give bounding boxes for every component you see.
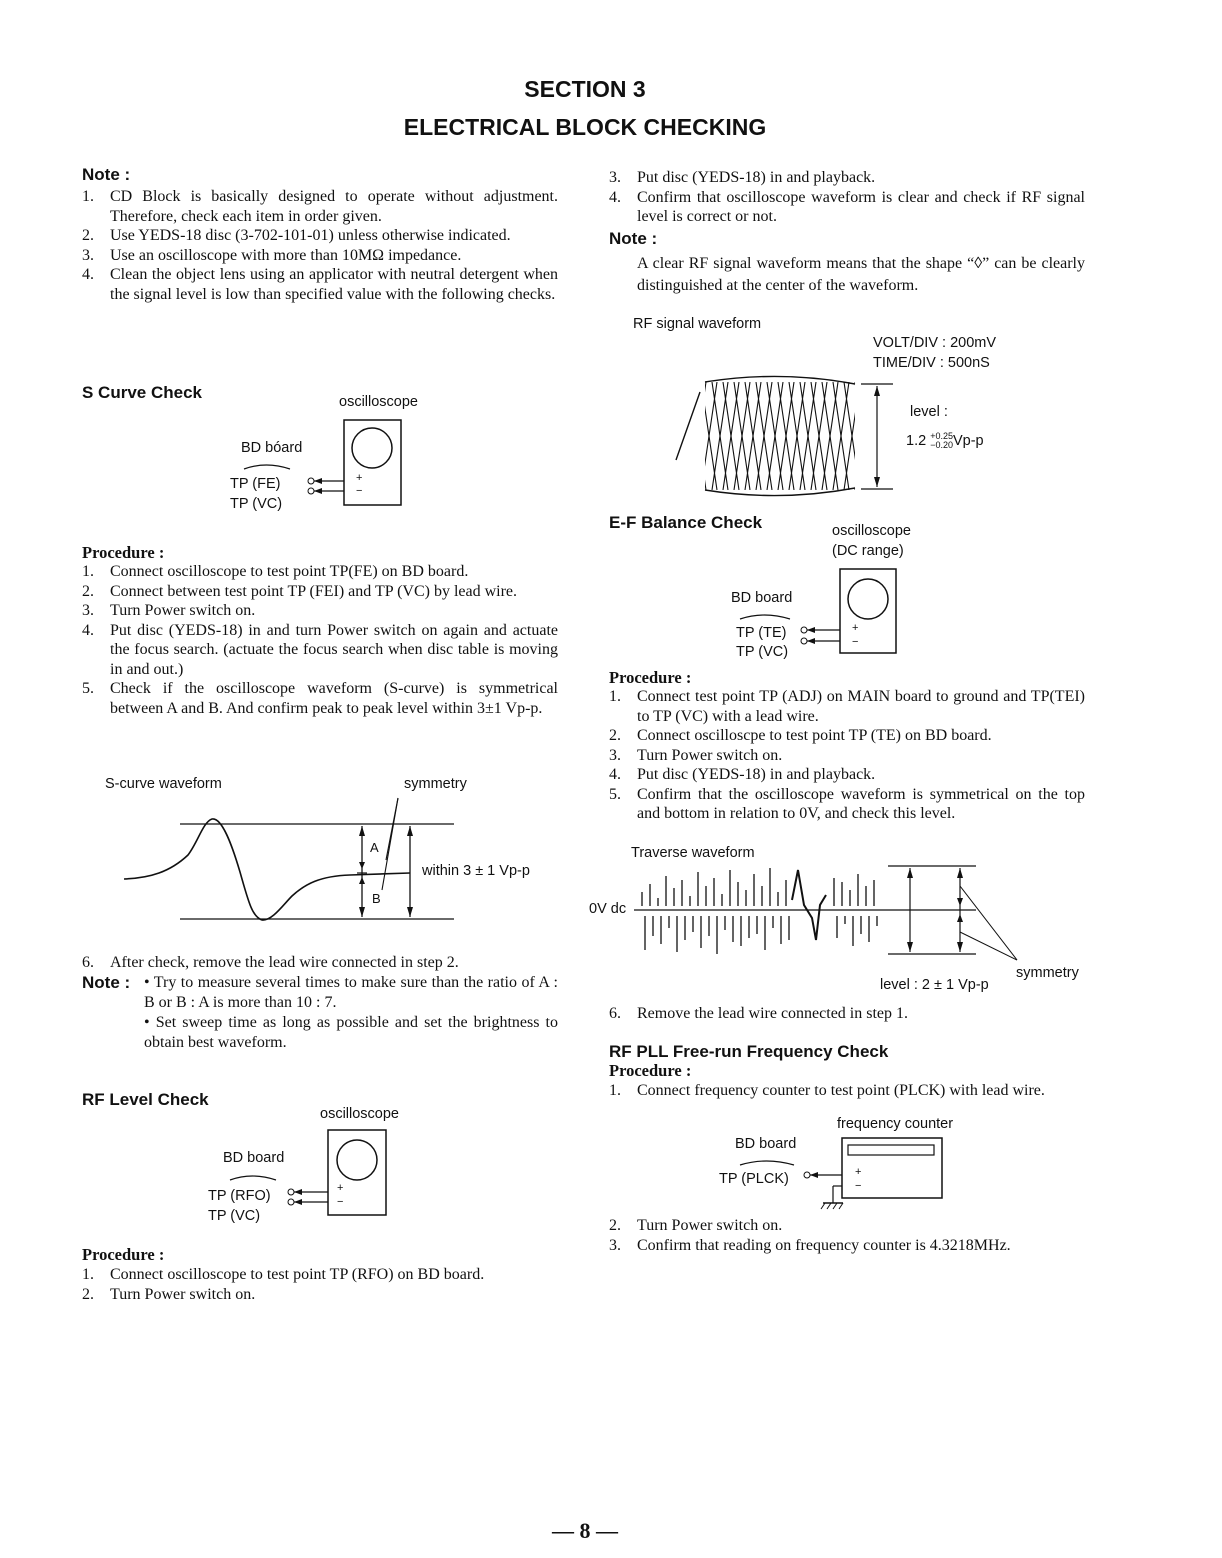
list-item: 1. Connect oscilloscope to test point TP (RFO) on BD board.: [82, 1266, 485, 1283]
ef-symmetry-label: symmetry: [1016, 965, 1079, 981]
list-item: 4. Confirm that oscilloscope waveform is clear and check if RF signal level is correct or not.: [609, 188, 1085, 225]
counter-display-icon: [848, 1145, 934, 1155]
rf-level-board-label: BD board: [223, 1150, 285, 1166]
rf-level-oscilloscope-label: oscilloscope: [320, 1106, 399, 1122]
chapter-title: ELECTRICAL BLOCK CHECKING: [403, 114, 767, 140]
rf-level-value: 1.2 +0.25 −0.20 Vp-p: [906, 431, 984, 450]
general-note-label: Note :: [82, 165, 131, 184]
s-curve-oscilloscope-label: oscilloscope: [339, 394, 418, 410]
list-item: 2. Turn Power switch on.: [82, 1285, 256, 1303]
list-item: 2. Use YEDS-18 disc (3-702-101-01) unless otherwise indicated.: [82, 227, 511, 244]
rf-level-minus: −: [337, 1196, 344, 1208]
rf-level-tp1: TP (RFO): [208, 1188, 271, 1204]
ef-board-label: BD board: [731, 590, 793, 606]
s-curve-tp1: TP (FE): [230, 476, 281, 492]
rf-waveform-label: RF signal waveform: [633, 316, 762, 332]
s-curve-plus: +: [356, 472, 363, 484]
rf-pll-plus: +: [855, 1166, 862, 1178]
rf-pll-board-label: BD board: [735, 1136, 797, 1152]
rf-level-heading: RF Level Check: [82, 1090, 209, 1109]
list-item: 5. Confirm that the oscilloscope waveform is symmetrical on the top and bottom in relation to 0V, and check this level.: [609, 785, 1085, 822]
frequency-counter-box: [842, 1138, 942, 1198]
ef-tp1: TP (TE): [736, 625, 787, 641]
s-curve-procedure-label: Procedure :: [82, 543, 165, 562]
ef-step6: 6. Remove the lead wire connected in step 1.: [609, 1005, 909, 1022]
list-item: 2. Connect between test point TP (FEI) and TP (VC) by lead wire.: [82, 582, 518, 600]
list-item: 3. Turn Power switch on.: [609, 746, 783, 764]
s-curve-note-label: Note :: [82, 973, 131, 992]
list-item: 3. Use an oscilloscope with more than 10MΩ impedance.: [82, 246, 462, 264]
ef-procedure-label: Procedure :: [609, 668, 692, 687]
rf-pll-heading: RF PLL Free-run Frequency Check: [609, 1042, 889, 1061]
rf-pll-minus: −: [855, 1180, 862, 1192]
ef-tp2: TP (VC): [736, 644, 789, 660]
rf-level-note-label: Note :: [609, 229, 658, 248]
s-curve-note-1: • Try to measure several times to make sure than the ratio of A : B or B : A is more than 10 : 7.: [144, 974, 558, 1011]
rf-pll-tp1: TP (PLCK): [719, 1171, 789, 1187]
ef-balance-heading: E-F Balance Check: [609, 513, 763, 532]
list-item: 3. Confirm that reading on frequency counter is 4.3218MHz.: [609, 1236, 1011, 1254]
section-title: SECTION 3: [524, 76, 646, 102]
rf-time-div: TIME/DIV : 500nS: [873, 355, 990, 371]
ef-range-label: (DC range): [832, 543, 904, 559]
rf-level-plus: +: [337, 1182, 344, 1194]
ef-minus: −: [852, 636, 859, 648]
rf-pll-steps-cont: [609, 1216, 1085, 1255]
s-curve-tp2: TP (VC): [230, 496, 283, 512]
list-item: 5. Check if the oscilloscope waveform (S-curve) is symmetrical between A and B. And confirm peak to peak level within 3±1 Vp-p.: [82, 680, 558, 717]
rf-pll-procedure-label: Procedure :: [609, 1061, 692, 1080]
s-curve-waveform-label: S-curve waveform: [105, 776, 222, 792]
list-item: 4. Put disc (YEDS-18) in and turn Power switch on again and actuate the focus search. (actuate the focus search when disc table is moving in and out.): [82, 621, 558, 678]
rf-level-tp2: TP (VC): [208, 1208, 261, 1224]
s-curve-a-label: A: [370, 840, 379, 855]
page-number: — 8 —: [552, 1518, 618, 1543]
list-item: 2. Turn Power switch on.: [609, 1217, 783, 1234]
list-item: 1. CD Block is basically designed to operate without adjustment. Therefore, check each item in order given.: [82, 188, 558, 225]
list-item: 3. Put disc (YEDS-18) in and playback.: [609, 169, 876, 186]
rf-volt-div: VOLT/DIV : 200mV: [873, 335, 997, 351]
s-curve-within-label: within 3 ± 1 Vp-p: [422, 863, 530, 879]
ef-plus: +: [852, 622, 859, 634]
s-curve-b-label: B: [372, 891, 381, 906]
list-item: 1. Connect frequency counter to test point (PLCK) with lead wire.: [609, 1082, 1045, 1099]
s-curve-board-label: BD bóard: [241, 440, 303, 456]
s-curve-symmetry-label: symmetry: [404, 776, 467, 792]
frequency-counter-label: frequency counter: [837, 1116, 954, 1132]
list-item: 1. Connect test point TP (ADJ) on MAIN board to ground and TP(TEI) to TP (VC) with a lead wire.: [609, 688, 1085, 725]
rf-level-procedure-label: Procedure :: [82, 1245, 165, 1264]
s-curve-note-2: • Set sweep time as long as possible and set the brightness to obtain best waveform.: [144, 1014, 558, 1051]
list-item: 1. Connect oscilloscope to test point TP(FE) on BD board.: [82, 563, 469, 580]
list-item: 4. Clean the object lens using an applicator with neutral detergent when the signal level is low than specified value with the following checks.: [82, 266, 558, 303]
rf-level-label: level :: [910, 404, 948, 420]
list-item: 4. Put disc (YEDS-18) in and playback.: [609, 766, 876, 783]
ef-oscilloscope-label: oscilloscope: [832, 523, 911, 539]
traverse-waveform-label: Traverse waveform: [631, 845, 755, 861]
ef-level-label: level : 2 ± 1 Vp-p: [880, 977, 989, 993]
list-item: 3. Turn Power switch on.: [82, 602, 256, 619]
s-curve-minus: −: [356, 485, 363, 497]
rf-level-note-text: A clear RF signal waveform means that the shape “◊” can be clearly distinguished at the center of the waveform.: [637, 255, 1085, 294]
s-curve-heading: S Curve Check: [82, 383, 202, 402]
list-item: 2. Connect oscilloscpe to test point TP (TE) on BD board.: [609, 727, 992, 744]
s-curve-step6: 6. After check, remove the lead wire connected in step 2.: [82, 954, 459, 971]
ov-dc-label: 0V dc: [589, 901, 627, 917]
